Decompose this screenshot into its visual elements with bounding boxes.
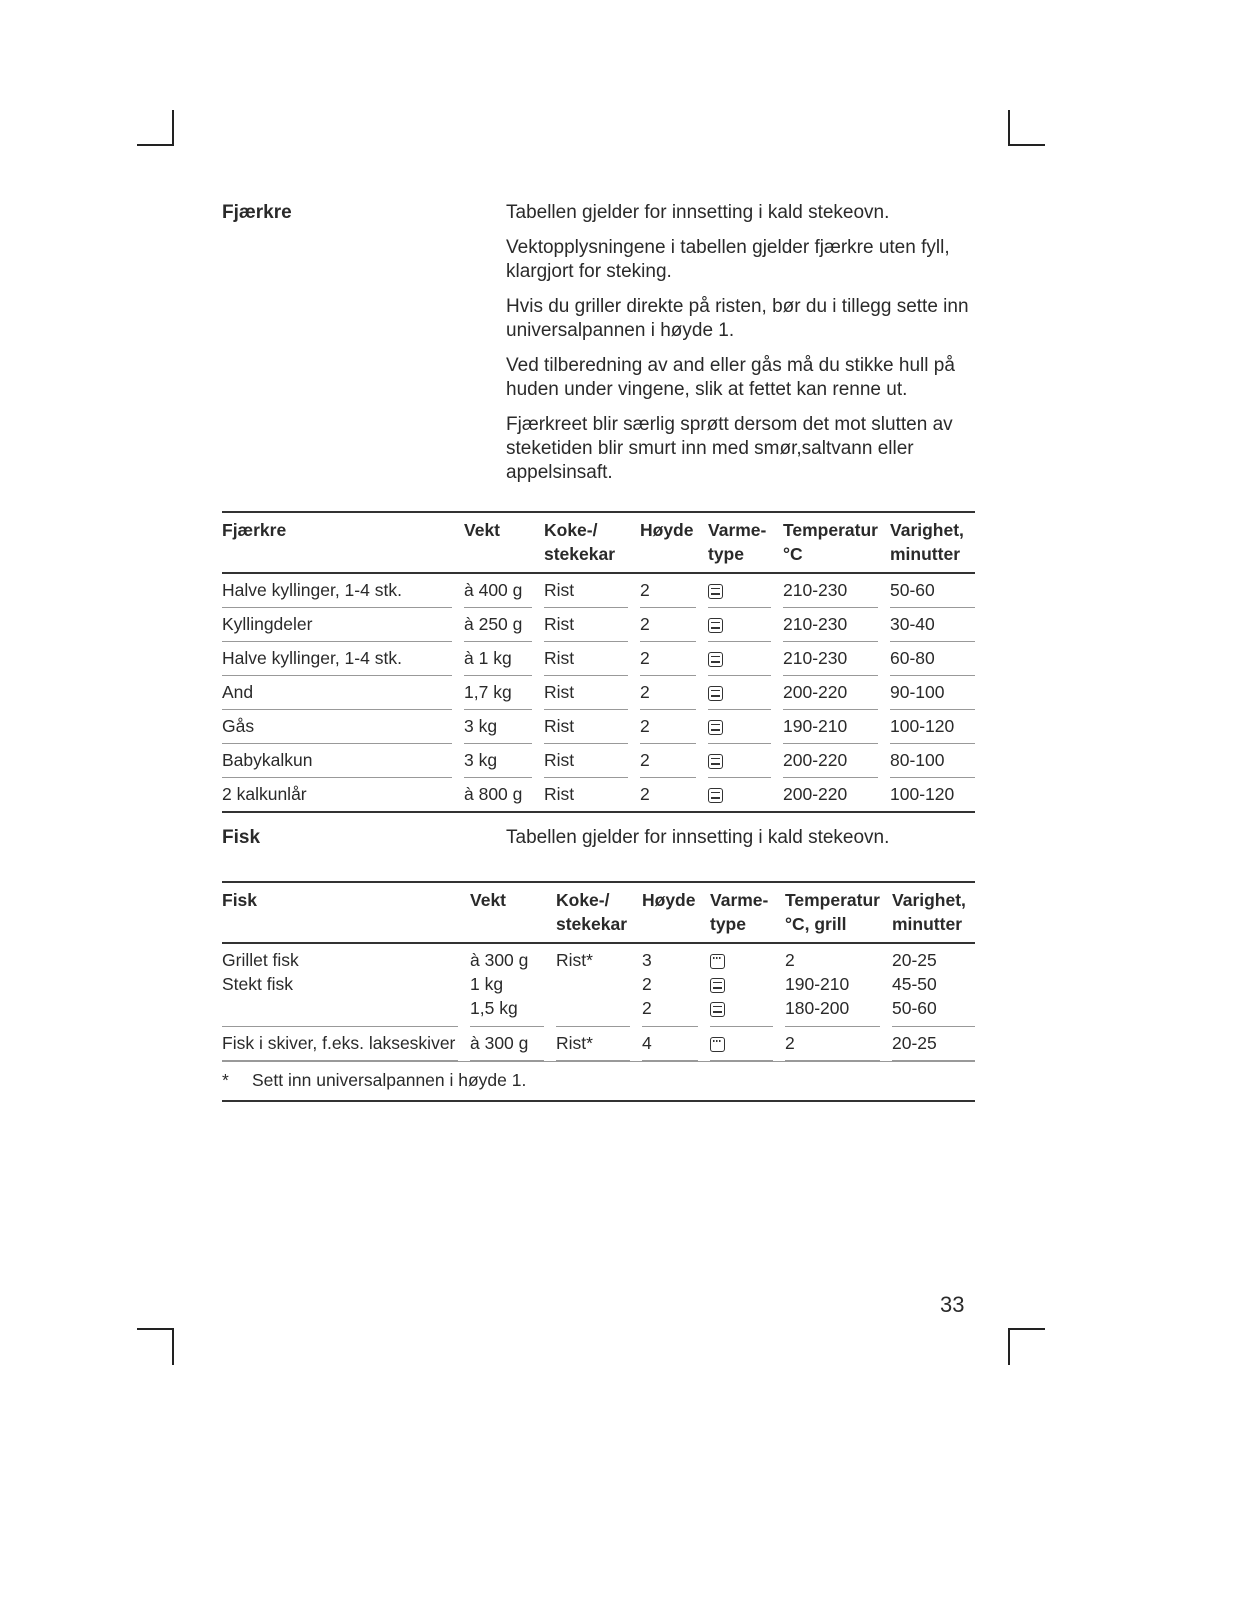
fish-vessel: Rist* [556, 1027, 630, 1061]
top-bottom-heat-icon [708, 584, 723, 599]
spacer [556, 972, 630, 996]
table-row [222, 710, 975, 744]
crop-mark-top-left-h [137, 144, 174, 146]
height-cell [640, 608, 708, 642]
fish-name [222, 996, 458, 1020]
column-header: Fisk [222, 881, 470, 944]
column-header [890, 511, 975, 574]
top-bottom-heat-icon [708, 788, 723, 803]
poultry-time: 90-100 [890, 676, 975, 710]
name-cell [222, 676, 464, 710]
fish-height: 2 [642, 974, 652, 994]
weight-cell [464, 642, 544, 676]
poultry-weight: à 250 g [464, 608, 532, 642]
column-header-text: Koke-/ stekekar [544, 520, 616, 564]
column-header: Høyde [642, 881, 710, 944]
top-bottom-heat-icon [710, 978, 725, 993]
poultry-name: And [222, 676, 452, 710]
time-cell [892, 1027, 975, 1061]
heat-type-cell [708, 608, 783, 642]
column-header-text: Temperatur °C, grill [785, 890, 880, 934]
poultry-time: 80-100 [890, 744, 975, 778]
temperature-cell [783, 608, 890, 642]
name-cell [222, 574, 464, 608]
top-bottom-heat-icon [708, 720, 723, 735]
name-cell [222, 608, 464, 642]
vessel-cell [556, 944, 642, 1027]
heat-type-cell [708, 744, 783, 778]
poultry-height: 2 [640, 710, 696, 744]
footnote-mark: * [222, 1070, 229, 1090]
height-cell [640, 676, 708, 710]
heat-type-cell [708, 710, 783, 744]
poultry-temp: 210-230 [783, 608, 878, 642]
weight-cell [470, 1027, 556, 1061]
heat-type-cell [708, 642, 783, 676]
poultry-temp: 210-230 [783, 574, 878, 608]
column-header [544, 511, 640, 574]
vessel-cell [544, 778, 640, 813]
name-cell [222, 778, 464, 813]
column-header [785, 881, 892, 944]
heat-type-cell [708, 778, 783, 813]
column-header [710, 881, 785, 944]
height-cell [640, 778, 708, 813]
poultry-time: 100-120 [890, 784, 955, 804]
name-cell [222, 744, 464, 778]
vessel-cell [544, 642, 640, 676]
column-header [892, 881, 975, 944]
poultry-section-title: Fjærkre [222, 202, 292, 223]
fish-name: Stekt fisk [222, 974, 293, 994]
time-cell [890, 778, 975, 813]
temperature-cell [783, 710, 890, 744]
weight-cell [470, 944, 556, 1027]
time-cell [890, 608, 975, 642]
grill-icon [710, 954, 725, 969]
fish-time: 20-25 [892, 1027, 975, 1061]
crop-mark-bottom-right-h [1008, 1328, 1045, 1330]
table-row [222, 642, 975, 676]
top-bottom-heat-icon [708, 652, 723, 667]
fish-section-title: Fisk [222, 827, 261, 848]
height-cell [640, 710, 708, 744]
fish-time: 20-25 [892, 950, 937, 970]
poultry-paragraph: Vektopplysningene i tabellen gjelder fjærkre uten fyll, klargjort for steking. [506, 237, 950, 282]
poultry-weight: à 400 g [464, 574, 532, 608]
fish-height: 2 [642, 998, 652, 1018]
fish-height: 4 [642, 1027, 698, 1061]
fish-vessel: Rist* [556, 950, 593, 970]
column-header-text: Temperatur °C [783, 520, 878, 564]
poultry-height: 2 [640, 744, 696, 778]
poultry-weight: à 800 g [464, 784, 523, 804]
poultry-temp: 190-210 [783, 710, 878, 744]
fish-table [222, 881, 975, 1102]
column-header: Fjærkre [222, 511, 464, 574]
table-row [222, 944, 975, 1027]
poultry-time: 60-80 [890, 642, 975, 676]
temperature-cell [783, 642, 890, 676]
weight-cell [464, 574, 544, 608]
name-cell [222, 944, 470, 1027]
temperature-cell [783, 574, 890, 608]
fish-name: Grillet fisk [222, 950, 299, 970]
poultry-temp: 200-220 [783, 676, 878, 710]
temperature-cell [785, 944, 892, 1027]
heat-type-cell [710, 1027, 785, 1061]
fish-temp: 2 [785, 1027, 880, 1061]
poultry-vessel: Rist [544, 676, 628, 710]
column-header [556, 881, 642, 944]
temperature-cell [783, 778, 890, 813]
top-bottom-heat-icon [710, 1002, 725, 1017]
vessel-cell [544, 608, 640, 642]
poultry-weight: 3 kg [464, 710, 532, 744]
vessel-cell [544, 710, 640, 744]
crop-mark-top-right-v [1008, 110, 1010, 146]
poultry-time: 50-60 [890, 574, 975, 608]
column-header: Høyde [640, 511, 708, 574]
poultry-vessel: Rist [544, 608, 628, 642]
poultry-vessel: Rist [544, 744, 628, 778]
crop-mark-top-right-h [1008, 144, 1045, 146]
poultry-vessel: Rist [544, 574, 628, 608]
poultry-paragraph: Tabellen gjelder for innsetting i kald stekeovn. [506, 202, 890, 223]
poultry-paragraph: Fjærkreet blir særlig sprøtt dersom det mot slutten av steketiden blir smurt inn med smør,saltvann eller appelsinsaft. [506, 414, 953, 483]
page-number: 33 [940, 1292, 965, 1317]
height-cell [640, 574, 708, 608]
poultry-time: 30-40 [890, 608, 975, 642]
time-cell [890, 574, 975, 608]
poultry-height: 2 [640, 608, 696, 642]
poultry-name: Kyllingdeler [222, 608, 452, 642]
table-row [222, 574, 975, 608]
top-bottom-heat-icon [708, 754, 723, 769]
spacer [556, 996, 630, 1020]
footnote-row [222, 1061, 975, 1102]
poultry-vessel: Rist [544, 710, 628, 744]
weight-cell [464, 778, 544, 813]
poultry-name: Babykalkun [222, 744, 452, 778]
poultry-table [222, 511, 975, 813]
fish-weight: 1 kg [470, 974, 504, 994]
fish-weight: 1,5 kg [470, 998, 518, 1018]
crop-mark-bottom-left-h [137, 1328, 174, 1330]
table-row [222, 744, 975, 778]
poultry-name: Gås [222, 710, 452, 744]
time-cell [890, 744, 975, 778]
poultry-vessel: Rist [544, 642, 628, 676]
name-cell [222, 1027, 470, 1061]
weight-cell [464, 676, 544, 710]
column-header-text: Koke-/ stekekar [556, 890, 628, 934]
time-cell [890, 710, 975, 744]
fish-time: 50-60 [892, 998, 937, 1018]
crop-mark-bottom-right-v [1008, 1328, 1010, 1365]
table-row [222, 676, 975, 710]
top-bottom-heat-icon [708, 618, 723, 633]
table-row [222, 608, 975, 642]
vessel-cell [556, 1027, 642, 1061]
temperature-cell [783, 744, 890, 778]
weight-cell [464, 710, 544, 744]
fish-temp: 180-200 [785, 998, 850, 1018]
poultry-weight: 3 kg [464, 744, 532, 778]
poultry-paragraph: Ved tilberedning av and eller gås må du stikke hull på huden under vingene, slik at fettet kan renne ut. [506, 355, 955, 400]
height-cell [640, 642, 708, 676]
column-header: Vekt [470, 881, 556, 944]
column-header-text: Varme-type [710, 890, 769, 934]
fish-name: Fisk i skiver, f.eks. lakseskiver [222, 1027, 458, 1061]
weight-cell [464, 608, 544, 642]
fish-time: 45-50 [892, 974, 937, 994]
height-cell [642, 944, 710, 1027]
fish-weight: à 300 g [470, 1027, 544, 1061]
name-cell [222, 642, 464, 676]
column-header: Vekt [464, 511, 544, 574]
poultry-height: 2 [640, 574, 696, 608]
poultry-paragraph: Hvis du griller direkte på risten, bør du i tillegg sette inn universalpannen i høyde 1. [506, 296, 969, 341]
time-cell [890, 676, 975, 710]
poultry-name: 2 kalkunlår [222, 784, 307, 804]
column-header-text: Varighet, minutter [890, 520, 964, 564]
table-row [222, 778, 975, 813]
poultry-weight: 1,7 kg [464, 676, 532, 710]
poultry-temp: 200-220 [783, 784, 848, 804]
temperature-cell [783, 676, 890, 710]
height-cell [642, 1027, 710, 1061]
vessel-cell [544, 744, 640, 778]
poultry-weight: à 1 kg [464, 642, 532, 676]
heat-type-cell [708, 676, 783, 710]
fish-temp: 190-210 [785, 974, 850, 994]
poultry-time: 100-120 [890, 710, 975, 744]
column-header [783, 511, 890, 574]
footnote-text: Sett inn universalpannen i høyde 1. [252, 1070, 527, 1090]
poultry-height: 2 [640, 676, 696, 710]
crop-mark-top-left-v [172, 110, 174, 146]
fish-height: 3 [642, 950, 652, 970]
fish-temp: 2 [785, 950, 795, 970]
column-header-text: Varighet, minutter [892, 890, 966, 934]
table-row [222, 1027, 975, 1061]
vessel-cell [544, 574, 640, 608]
temperature-cell [785, 1027, 892, 1061]
poultry-height: 2 [640, 642, 696, 676]
fish-weight: à 300 g [470, 950, 529, 970]
poultry-name: Halve kyllinger, 1-4 stk. [222, 574, 452, 608]
poultry-height: 2 [640, 784, 650, 804]
grill-icon [710, 1037, 725, 1052]
poultry-name: Halve kyllinger, 1-4 stk. [222, 642, 452, 676]
heat-type-cell [710, 944, 785, 1027]
height-cell [640, 744, 708, 778]
time-cell [892, 944, 975, 1027]
column-header [708, 511, 783, 574]
poultry-temp: 210-230 [783, 642, 878, 676]
footnote [222, 1061, 975, 1102]
fish-paragraph: Tabellen gjelder for innsetting i kald stekeovn. [506, 827, 890, 848]
vessel-cell [544, 676, 640, 710]
poultry-vessel: Rist [544, 784, 575, 804]
weight-cell [464, 744, 544, 778]
name-cell [222, 710, 464, 744]
column-header-text: Varme-type [708, 520, 767, 564]
crop-mark-bottom-left-v [172, 1328, 174, 1365]
time-cell [890, 642, 975, 676]
heat-type-cell [708, 574, 783, 608]
top-bottom-heat-icon [708, 686, 723, 701]
poultry-temp: 200-220 [783, 744, 878, 778]
